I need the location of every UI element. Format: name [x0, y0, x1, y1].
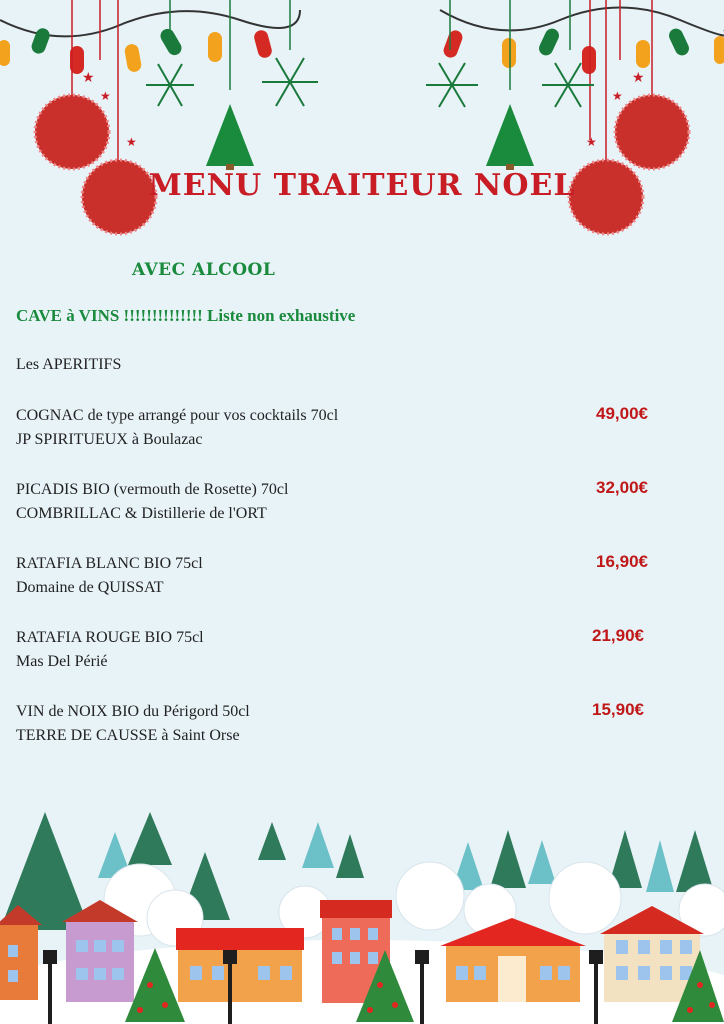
svg-text:★: ★: [100, 89, 111, 103]
item-price: 49,00€: [596, 404, 648, 423]
svg-text:★: ★: [612, 89, 623, 103]
item-name: VIN de NOIX BIO du Périgord 50cl: [16, 703, 250, 720]
item-name: RATAFIA BLANC BIO 75cl: [16, 555, 203, 572]
star-icon: [82, 71, 645, 149]
item-price: 16,90€: [596, 552, 648, 571]
menu-subtitle: AVEC ALCOOL: [132, 260, 276, 280]
item-producer: COMBRILLAC & Distillerie de l'ORT: [16, 505, 267, 522]
item-producer: JP SPIRITUEUX à Boulazac: [16, 431, 203, 448]
village-illustration: [0, 800, 724, 1024]
cave-heading: CAVE à VINS !!!!!!!!!!!!!! Liste non exhaustive: [16, 306, 356, 325]
item-name: COGNAC de type arrangé pour vos cocktails 70cl: [16, 407, 339, 424]
item-name: RATAFIA ROUGE BIO 75cl: [16, 629, 204, 646]
snowflake-icon: [146, 58, 594, 107]
light-bulb-icon: [442, 26, 724, 74]
light-bulb-icon: [0, 26, 273, 74]
item-price: 21,90€: [592, 626, 644, 645]
page-title: MENU TRAITEUR NOEL: [148, 168, 576, 203]
section-title: Les APERITIFS: [16, 356, 122, 373]
tree-icon: [206, 104, 534, 170]
menu-item: [16, 404, 676, 452]
christmas-decoration-top: [0, 0, 724, 240]
item-producer: Domaine de QUISSAT: [16, 579, 164, 596]
item-producer: TERRE DE CAUSSE à Saint Orse: [16, 727, 240, 744]
svg-text:★: ★: [632, 71, 645, 86]
item-price: 32,00€: [596, 478, 648, 497]
menu-item: [16, 626, 676, 674]
svg-text:★: ★: [586, 135, 597, 149]
item-name: PICADIS BIO (vermouth de Rosette) 70cl: [16, 481, 289, 498]
menu-item: [16, 478, 676, 526]
item-price: 15,90€: [592, 700, 644, 719]
menu-item: [16, 700, 676, 748]
item-producer: Mas Del Périé: [16, 653, 108, 670]
svg-text:★: ★: [126, 135, 137, 149]
ornament-ball-icon: [35, 95, 689, 234]
menu-item: [16, 552, 676, 600]
svg-text:★: ★: [82, 71, 95, 86]
